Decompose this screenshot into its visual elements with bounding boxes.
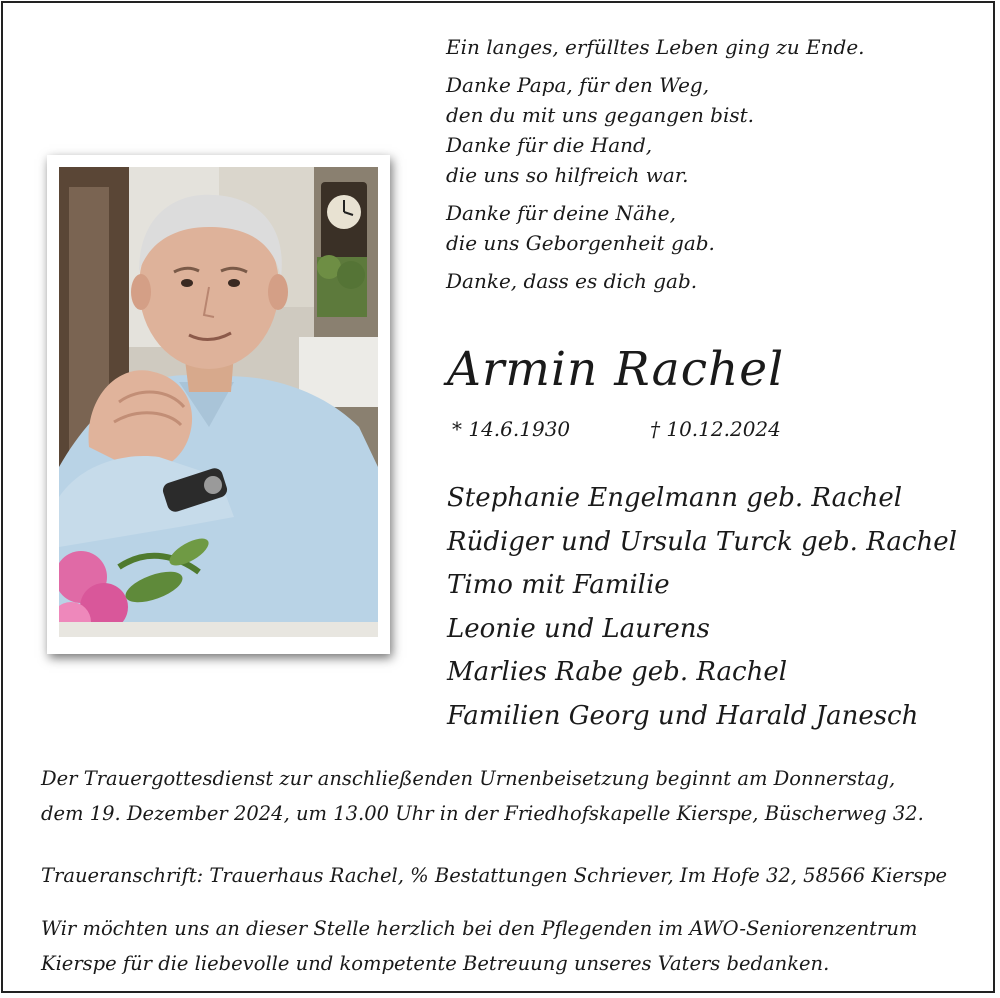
death-date: † 10.12.2024: [650, 417, 781, 441]
life-dates: [452, 414, 781, 444]
service-announcement: [41, 761, 924, 831]
thanks-line: Kierspe für die liebevolle und kompetente Betreuung unseres Vaters bedanken.: [41, 952, 830, 975]
poem: [446, 32, 865, 304]
portrait-photo: [59, 167, 378, 637]
poem-line: Danke für deine Nähe,: [446, 201, 676, 225]
poem-line: Danke, dass es dich gab.: [446, 269, 698, 293]
mourner: Familien Georg und Harald Janesch: [447, 700, 919, 731]
poem-stanza: [446, 198, 865, 258]
poem-stanza: [446, 70, 865, 190]
poem-line: Danke Papa, für den Weg,: [446, 73, 710, 97]
mourner: Marlies Rabe geb. Rachel: [447, 657, 788, 687]
mourners-list: [447, 477, 957, 738]
poem-line: Ein langes, erfülltes Leben ging zu Ende.: [446, 35, 865, 59]
thanks-note: [41, 911, 917, 981]
service-line: dem 19. Dezember 2024, um 13.00 Uhr in der Friedhofskapelle Kierspe, Büscherweg 32.: [41, 802, 924, 825]
mourner: Timo mit Familie: [447, 570, 670, 600]
birth-date: * 14.6.1930: [452, 417, 571, 441]
poem-line: Danke für die Hand,: [446, 133, 653, 157]
poem-line: den du mit uns gegangen bist.: [446, 103, 755, 127]
portrait-illustration: [59, 167, 378, 637]
mourner: Stephanie Engelmann geb. Rachel: [447, 483, 903, 513]
poem-stanza: [446, 32, 865, 62]
service-line: Der Trauergottesdienst zur anschließenden Urnenbeisetzung beginnt am Donnerstag,: [41, 767, 896, 790]
poem-line: die uns Geborgenheit gab.: [446, 231, 715, 255]
portrait-photo-frame: [47, 155, 390, 654]
thanks-line: Wir möchten uns an dieser Stelle herzlich bei den Pflegenden im AWO-Seniorenzentrum: [41, 917, 918, 940]
mourner: Rüdiger und Ursula Turck geb. Rachel: [447, 526, 957, 557]
poem-stanza: [446, 266, 865, 296]
deceased-name: Armin Rachel: [447, 342, 785, 397]
poem-line: die uns so hilfreich war.: [446, 163, 689, 187]
mourner: Leonie und Laurens: [447, 613, 710, 644]
mourning-address: Traueranschrift: Trauerhaus Rachel, % Bestattungen Schriever, Im Hofe 32, 58566 Kierspe: [41, 864, 948, 887]
